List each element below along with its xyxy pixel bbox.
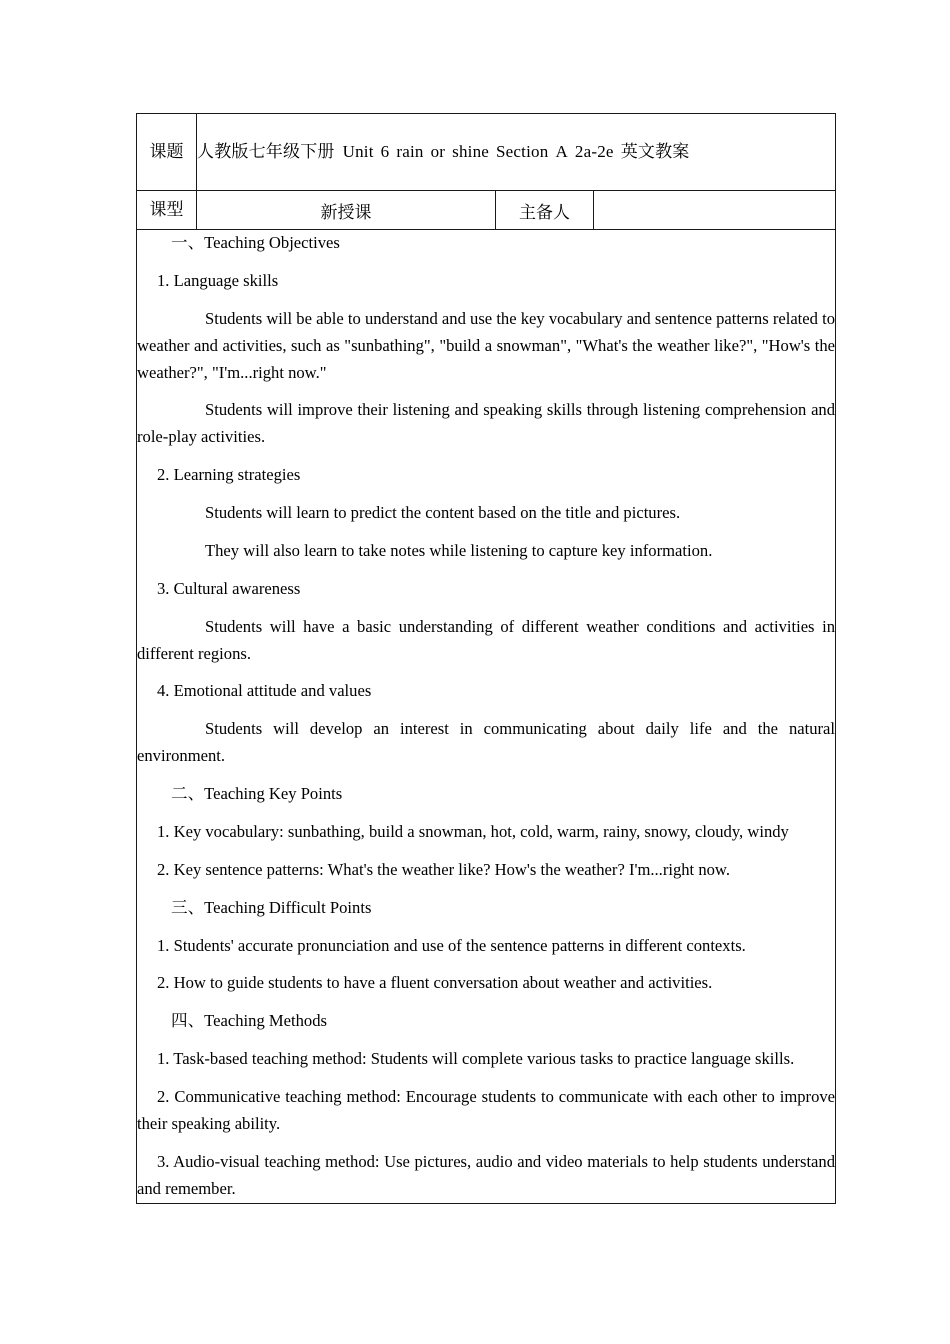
lesson-plan-table <box>136 113 836 1204</box>
body-paragraph: They will also learn to take notes while listening to capture key information. <box>205 540 713 560</box>
list-item: 3. Audio-visual teaching method: Use pictures, audio and video materials to help students understand and remember. <box>137 1151 836 1198</box>
list-item: 1. Task-based teaching method: Students will complete various tasks to practice language skills. <box>157 1049 795 1069</box>
section-heading: 二、Teaching Key Points <box>171 784 343 803</box>
topic-title-segment: 6 <box>380 141 390 161</box>
topic-title-segment: 2a-2e <box>574 141 614 161</box>
topic-title-segment: or <box>430 141 446 161</box>
list-item: 2. Learning strategies <box>157 465 301 485</box>
body-paragraph: Students will improve their listening and speaking skills through listening comprehension and role-play activities. <box>137 400 836 447</box>
main-preparer-label-cell: 主备人 <box>496 191 594 230</box>
topic-title-segment: rain <box>396 141 424 161</box>
list-item: 1. Key vocabulary: sunbathing, build a snowman, hot, cold, warm, rainy, snowy, cloudy, windy <box>157 821 789 841</box>
body-paragraph: Students will have a basic understanding of different weather conditions and activities in different regions. <box>137 616 836 663</box>
main-preparer-value-cell <box>594 191 836 230</box>
list-item: 2. Key sentence patterns: What's the weather like? How's the weather? I'm...right now. <box>157 859 730 879</box>
topic-title-segment: Section <box>496 141 549 161</box>
topic-title-segment: 人教版七年级下册 <box>197 141 335 161</box>
table-row-topic <box>137 114 836 191</box>
body-paragraph: Students will develop an interest in communicating about daily life and the natural environment. <box>137 719 836 766</box>
list-item: 3. Cultural awareness <box>157 578 301 598</box>
body-paragraph: Students will learn to predict the content based on the title and pictures. <box>205 503 681 522</box>
section-heading: 三、Teaching Difficult Points <box>171 897 372 917</box>
topic-title-segment: 英文教案 <box>620 141 690 161</box>
list-item: 2. Communicative teaching method: Encourage students to communicate with each other to improve their speaking ability. <box>137 1087 836 1133</box>
topic-title-segment: shine <box>452 141 490 161</box>
lesson-body-text <box>137 230 835 1203</box>
section-heading: 四、Teaching Methods <box>171 1011 327 1031</box>
list-item: 2. How to guide students to have a fluent conversation about weather and activities. <box>157 973 713 993</box>
body-paragraph: Students will be able to understand and use the key vocabulary and sentence patterns related to weather and activities, such as "sunbathing", "build a snowman", "What's the weather like?", "How's the weather?", "I'm...right now." <box>137 308 836 382</box>
list-item: 1. Language skills <box>157 270 279 290</box>
lesson-type-label-cell: 课型 <box>137 191 197 230</box>
list-item: 4. Emotional attitude and values <box>157 681 372 701</box>
topic-title-segment: A <box>555 141 568 161</box>
section-heading: 一、Teaching Objectives <box>171 233 340 252</box>
table-row-content <box>137 230 836 1204</box>
topic-title-segment: Unit <box>342 141 374 161</box>
list-item: 1. Students' accurate pronunciation and use of the sentence patterns in different contexts. <box>157 935 746 955</box>
table-row-lesson-type <box>137 191 836 230</box>
lesson-type-value-cell: 新授课 <box>197 191 496 230</box>
topic-title-cell <box>197 114 836 191</box>
topic-label-cell: 课题 <box>137 114 197 191</box>
lesson-body-cell <box>137 230 836 1204</box>
